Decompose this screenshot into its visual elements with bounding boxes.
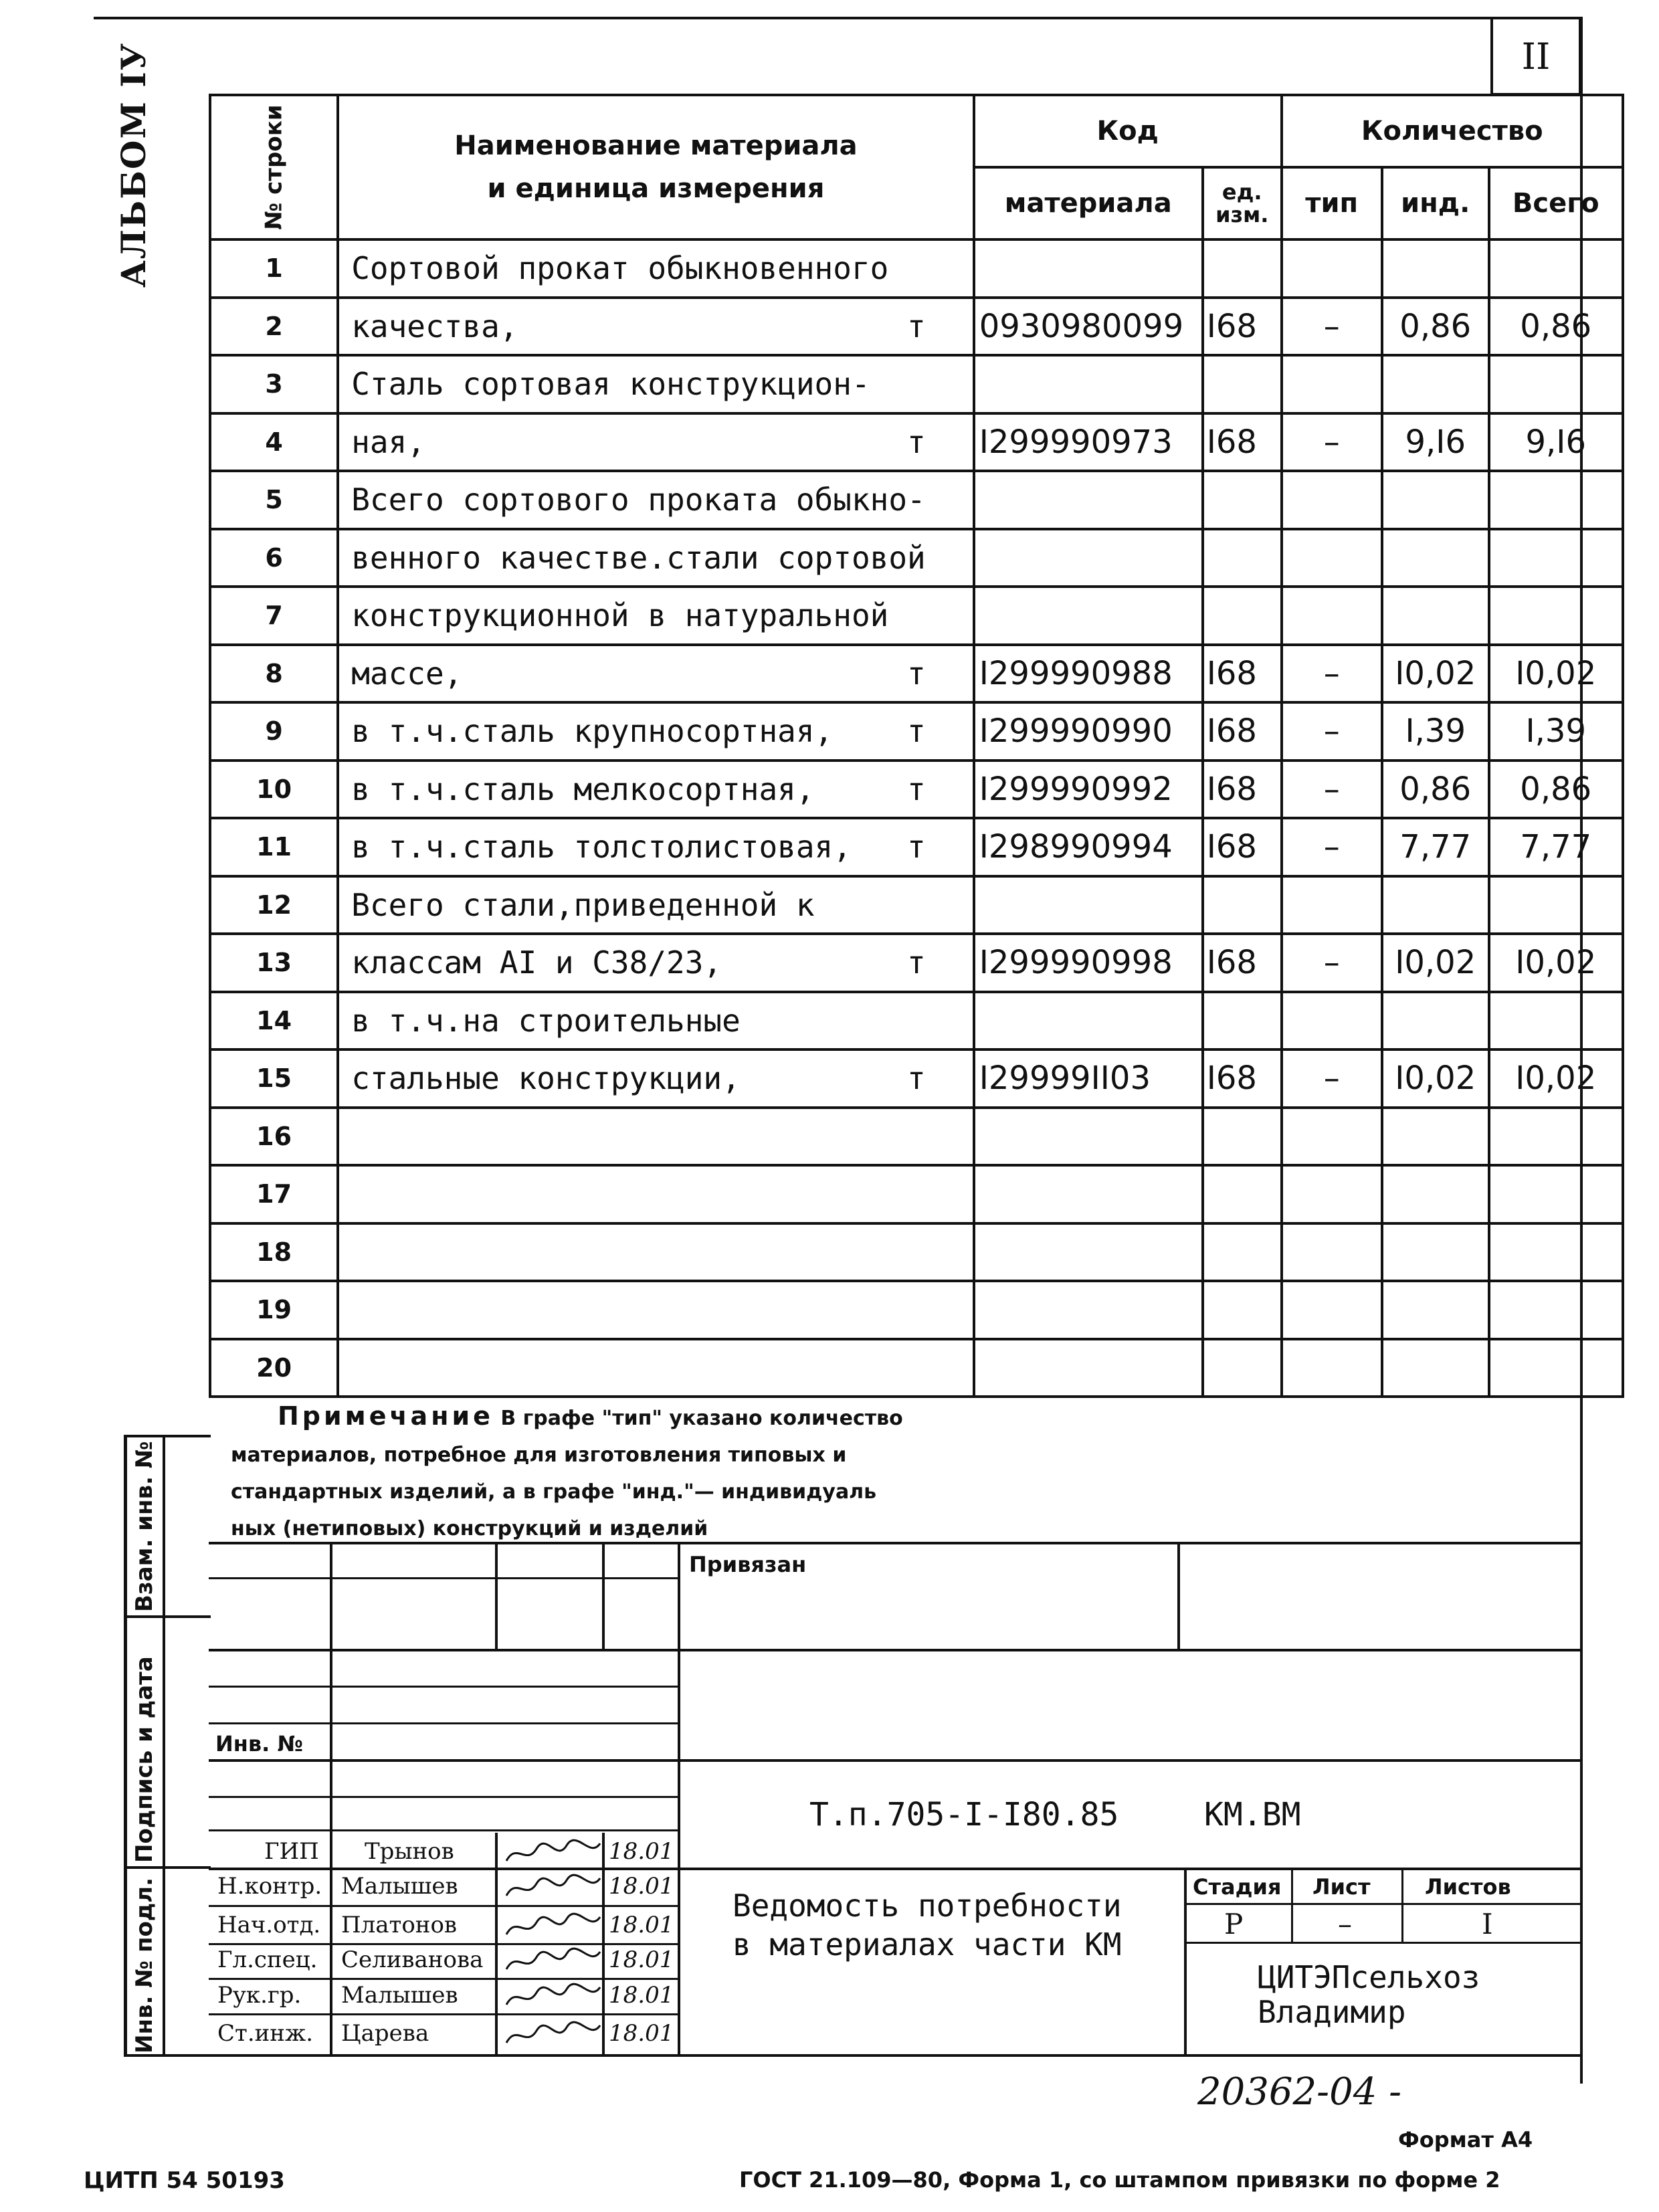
qty-total: 0,86: [1489, 761, 1623, 819]
stage-value: Р: [1224, 1908, 1244, 1940]
table-row: [210, 818, 1623, 876]
material-name: [338, 1165, 974, 1223]
header-code-unit: ед. изм.: [1203, 167, 1282, 239]
material-code: I299990973: [974, 413, 1203, 472]
format-label: Формат А4: [1398, 2127, 1533, 2152]
doc-title-line1: Ведомость потребности: [733, 1888, 1122, 1924]
qty-type: –: [1282, 413, 1382, 472]
material-name: [338, 1049, 974, 1108]
unit-code: I68: [1203, 298, 1282, 356]
material-name-text: Всего стали,приведенной к: [351, 886, 815, 923]
stamp-person-name: Царева: [341, 2020, 429, 2047]
qty-total: I,39: [1489, 702, 1623, 761]
stamp-date: 18.01: [609, 1982, 674, 2009]
material-name: [338, 1223, 974, 1282]
unit-code: [1203, 587, 1282, 645]
qty-type: [1282, 992, 1382, 1050]
unit-code: [1203, 876, 1282, 934]
header-q-total: Всего: [1489, 167, 1623, 239]
stamp-role: Гл.спец.: [217, 1946, 318, 1973]
stamp-person-name: Селиванова: [341, 1946, 484, 1973]
material-name: [338, 876, 974, 934]
row-number: 20: [210, 1339, 338, 1397]
qty-ind: [1382, 239, 1489, 298]
row-number: 6: [210, 529, 338, 587]
signature: [503, 1835, 603, 1869]
doc-code: Т.п.705-I-I80.85: [809, 1796, 1119, 1833]
note: [231, 1398, 1502, 1547]
material-code: [974, 587, 1203, 645]
unit-code: [1203, 1108, 1282, 1166]
table-row: [210, 1165, 1623, 1223]
material-code: [974, 355, 1203, 413]
material-unit-mark: т: [907, 423, 926, 460]
table-row: [210, 1049, 1623, 1108]
table-row: [210, 1108, 1623, 1166]
row-number: 7: [210, 587, 338, 645]
material-name: [338, 529, 974, 587]
note-line4: ных (нетиповых) конструкций и изделий: [231, 1517, 708, 1540]
material-name-text: в т.ч.сталь толстолистовая,: [351, 829, 852, 866]
handwritten-number: 20362-04 -: [1197, 2070, 1402, 2114]
qty-total: [1489, 1339, 1623, 1397]
sheets-value: I: [1482, 1908, 1493, 1940]
material-name: [338, 645, 974, 703]
qty-ind: I,39: [1382, 702, 1489, 761]
material-code: I29999II03: [974, 1049, 1203, 1108]
qty-type: [1282, 587, 1382, 645]
organization: [1258, 1960, 1480, 2029]
table-row: [210, 645, 1623, 703]
unit-code: I68: [1203, 645, 1282, 703]
qty-ind: [1382, 992, 1489, 1050]
doc-title: [733, 1886, 1122, 1964]
material-name-text: в т.ч.на строительные: [351, 1002, 741, 1039]
material-code: [974, 471, 1203, 529]
inv-no-label: Инв. №: [215, 1731, 303, 1756]
stamp-date: 18.01: [609, 1946, 674, 1973]
side-label-podpis: Подпись и дата: [131, 1656, 158, 1863]
table-row: [210, 355, 1623, 413]
table-row: [210, 239, 1623, 298]
table-row: [210, 1281, 1623, 1339]
qty-ind: [1382, 1223, 1489, 1282]
qty-ind: 0,86: [1382, 298, 1489, 356]
qty-type: –: [1282, 702, 1382, 761]
qty-ind: [1382, 471, 1489, 529]
qty-total: I0,02: [1489, 934, 1623, 992]
qty-type: [1282, 355, 1382, 413]
unit-code: I68: [1203, 761, 1282, 819]
header-code-material: материала: [974, 167, 1203, 239]
qty-ind: [1382, 355, 1489, 413]
org-line2: Владимир: [1258, 1994, 1406, 2030]
unit-code: [1203, 529, 1282, 587]
sheet-value: –: [1338, 1908, 1352, 1940]
table-row: [210, 761, 1623, 819]
qty-total: [1489, 1108, 1623, 1166]
material-name-text: классам AI и С38/23,: [351, 944, 722, 981]
row-number: 12: [210, 876, 338, 934]
qty-ind: 0,86: [1382, 761, 1489, 819]
materials-table: [209, 94, 1624, 1398]
signature: [503, 1870, 603, 1904]
material-name: [338, 818, 974, 876]
signature: [503, 1979, 603, 2013]
unit-code: I68: [1203, 934, 1282, 992]
row-number: 5: [210, 471, 338, 529]
side-label-inv: Инв. № подл.: [131, 1877, 158, 2053]
material-code: [974, 876, 1203, 934]
qty-ind: I0,02: [1382, 934, 1489, 992]
material-code: [974, 992, 1203, 1050]
qty-type: –: [1282, 1049, 1382, 1108]
material-unit-mark: т: [907, 829, 926, 866]
footer-left: ЦИТП 54 50193: [84, 2167, 285, 2194]
row-number: 16: [210, 1108, 338, 1166]
org-line1: ЦИТЭПсельхоз: [1258, 1959, 1480, 1995]
unit-code: [1203, 355, 1282, 413]
material-name: [338, 934, 974, 992]
qty-ind: 7,77: [1382, 818, 1489, 876]
material-name: [338, 413, 974, 472]
material-name-text: Сортовой прокат обыкновенного: [351, 250, 889, 287]
header-quantity: Количество: [1282, 95, 1623, 167]
page-number: II: [1490, 17, 1581, 96]
material-name-text: венного качестве.стали сортовой: [351, 539, 926, 576]
unit-code: [1203, 471, 1282, 529]
qty-total: 9,I6: [1489, 413, 1623, 472]
stamp-person-name: Трынов: [365, 1838, 454, 1865]
qty-total: [1489, 529, 1623, 587]
qty-ind: I0,02: [1382, 1049, 1489, 1108]
material-name-text: стальные конструкции,: [351, 1060, 741, 1097]
qty-ind: [1382, 1165, 1489, 1223]
qty-type: [1282, 1281, 1382, 1339]
row-number: 9: [210, 702, 338, 761]
sheets-label: Листов: [1425, 1874, 1511, 1900]
signature: [503, 1944, 603, 1977]
unit-code: [1203, 992, 1282, 1050]
note-line2: материалов, потребное для изготовления типовых и: [231, 1443, 847, 1467]
qty-ind: [1382, 1281, 1489, 1339]
material-unit-mark: т: [907, 771, 926, 807]
album-label: АЛЬБОМ IУ: [114, 41, 153, 288]
material-unit-mark: т: [907, 944, 926, 981]
material-code: [974, 1339, 1203, 1397]
material-name: [338, 702, 974, 761]
table-row: [210, 934, 1623, 992]
doc-mark: КМ.ВМ: [1204, 1796, 1301, 1833]
stamp-person-name: Малышев: [341, 1873, 458, 1900]
qty-total: I0,02: [1489, 645, 1623, 703]
material-unit-mark: т: [907, 713, 926, 750]
unit-code: [1203, 1339, 1282, 1397]
stage-label: Стадия: [1193, 1874, 1282, 1900]
table-row: [210, 298, 1623, 356]
qty-total: [1489, 587, 1623, 645]
header-name: Наименование материала и единица измерения: [338, 95, 974, 239]
row-number: 11: [210, 818, 338, 876]
qty-type: –: [1282, 818, 1382, 876]
stamp-role: Нач.отд.: [217, 1912, 321, 1938]
material-name-text: ная,: [351, 423, 425, 460]
material-name: [338, 239, 974, 298]
qty-type: –: [1282, 761, 1382, 819]
signature: [503, 2017, 603, 2051]
stamp-role: Рук.гр.: [217, 1982, 302, 2009]
unit-code: I68: [1203, 413, 1282, 472]
qty-type: [1282, 239, 1382, 298]
qty-type: [1282, 1165, 1382, 1223]
material-name: [338, 1339, 974, 1397]
qty-total: [1489, 992, 1623, 1050]
material-name-text: массе,: [351, 655, 463, 692]
stamp-date: 18.01: [609, 1912, 674, 1938]
doc-title-line2: в материалах части КМ: [733, 1926, 1122, 1963]
row-number: 3: [210, 355, 338, 413]
table-row: [210, 587, 1623, 645]
qty-total: I0,02: [1489, 1049, 1623, 1108]
header-code: Код: [974, 95, 1282, 167]
material-code: I298990994: [974, 818, 1203, 876]
unit-code: [1203, 239, 1282, 298]
table-row: [210, 529, 1623, 587]
material-name-text: Сталь сортовая конструкцион-: [351, 366, 870, 403]
material-code: [974, 1165, 1203, 1223]
unit-code: I68: [1203, 818, 1282, 876]
material-name: [338, 1281, 974, 1339]
material-name-text: качества,: [351, 308, 518, 344]
material-code: I299990998: [974, 934, 1203, 992]
footer-right: ГОСТ 21.109—80, Форма 1, со штампом привязки по форме 2: [739, 2167, 1500, 2193]
table-row: [210, 413, 1623, 472]
stamp-role: Н.контр.: [217, 1873, 322, 1900]
material-code: [974, 529, 1203, 587]
qty-type: –: [1282, 298, 1382, 356]
qty-ind: 9,I6: [1382, 413, 1489, 472]
qty-ind: [1382, 876, 1489, 934]
material-name-text: Всего сортового проката обыкно-: [351, 482, 926, 518]
material-code: [974, 1108, 1203, 1166]
material-name: [338, 761, 974, 819]
table-row: [210, 1339, 1623, 1397]
qty-ind: [1382, 1108, 1489, 1166]
unit-code: [1203, 1165, 1282, 1223]
material-code: I299990988: [974, 645, 1203, 703]
qty-total: [1489, 1223, 1623, 1282]
qty-ind: [1382, 529, 1489, 587]
material-name: [338, 298, 974, 356]
qty-type: [1282, 876, 1382, 934]
material-name: [338, 1108, 974, 1166]
material-unit-mark: т: [907, 655, 926, 692]
stamp-role: Ст.инж.: [217, 2020, 314, 2047]
header-row-no: № строки: [210, 95, 338, 239]
stamp-date: 18.01: [609, 1838, 674, 1865]
row-number: 8: [210, 645, 338, 703]
qty-total: 0,86: [1489, 298, 1623, 356]
row-number: 4: [210, 413, 338, 472]
row-number: 18: [210, 1223, 338, 1282]
material-code: 0930980099: [974, 298, 1203, 356]
top-rule: [94, 17, 1492, 19]
unit-code: [1203, 1281, 1282, 1339]
row-number: 17: [210, 1165, 338, 1223]
qty-total: 7,77: [1489, 818, 1623, 876]
unit-code: I68: [1203, 1049, 1282, 1108]
material-code: I299990990: [974, 702, 1203, 761]
sheet-label: Лист: [1312, 1874, 1371, 1900]
row-number: 2: [210, 298, 338, 356]
stamp-date: 18.01: [609, 2020, 674, 2047]
qty-total: [1489, 471, 1623, 529]
header-q-type: тип: [1282, 167, 1382, 239]
qty-type: [1282, 529, 1382, 587]
note-lead: Примечание: [278, 1401, 494, 1431]
material-code: [974, 239, 1203, 298]
qty-type: [1282, 1108, 1382, 1166]
material-name: [338, 471, 974, 529]
row-number: 1: [210, 239, 338, 298]
table-row: [210, 702, 1623, 761]
qty-type: [1282, 471, 1382, 529]
row-number: 13: [210, 934, 338, 992]
qty-type: [1282, 1223, 1382, 1282]
material-code: I299990992: [974, 761, 1203, 819]
material-name: [338, 992, 974, 1050]
signature: [503, 1909, 603, 1942]
note-line3: стандартных изделий, а в графе "инд."— индивидуаль: [231, 1480, 877, 1504]
material-name-text: в т.ч.сталь мелкосортная,: [351, 771, 815, 807]
row-number: 10: [210, 761, 338, 819]
qty-ind: [1382, 1339, 1489, 1397]
row-number: 15: [210, 1049, 338, 1108]
qty-total: [1489, 1165, 1623, 1223]
stamp-person-name: Малышев: [341, 1982, 458, 2009]
qty-total: [1489, 876, 1623, 934]
qty-total: [1489, 1281, 1623, 1339]
material-unit-mark: т: [907, 308, 926, 344]
material-name: [338, 587, 974, 645]
side-label-vzam: Взам. инв. №: [131, 1441, 158, 1612]
material-code: [974, 1281, 1203, 1339]
qty-ind: I0,02: [1382, 645, 1489, 703]
qty-ind: [1382, 587, 1489, 645]
table-row: [210, 876, 1623, 934]
table-row: [210, 992, 1623, 1050]
stamp-role: ГИП: [264, 1838, 319, 1865]
material-unit-mark: т: [907, 1060, 926, 1097]
table-row: [210, 1223, 1623, 1282]
privyazan-label: Привязан: [689, 1552, 807, 1577]
row-number: 14: [210, 992, 338, 1050]
unit-code: I68: [1203, 702, 1282, 761]
stamp-person-name: Платонов: [341, 1912, 458, 1938]
table-row: [210, 471, 1623, 529]
qty-total: [1489, 239, 1623, 298]
stamp-date: 18.01: [609, 1873, 674, 1900]
qty-type: [1282, 1339, 1382, 1397]
unit-code: [1203, 1223, 1282, 1282]
note-line1: В графе "тип" указано количество: [500, 1407, 903, 1430]
material-name-text: в т.ч.сталь крупносортная,: [351, 713, 834, 750]
header-q-ind: инд.: [1382, 167, 1489, 239]
qty-type: –: [1282, 645, 1382, 703]
material-name: [338, 355, 974, 413]
qty-total: [1489, 355, 1623, 413]
material-name-text: конструкционной в натуральной: [351, 597, 889, 634]
row-number: 19: [210, 1281, 338, 1339]
material-code: [974, 1223, 1203, 1282]
qty-type: –: [1282, 934, 1382, 992]
